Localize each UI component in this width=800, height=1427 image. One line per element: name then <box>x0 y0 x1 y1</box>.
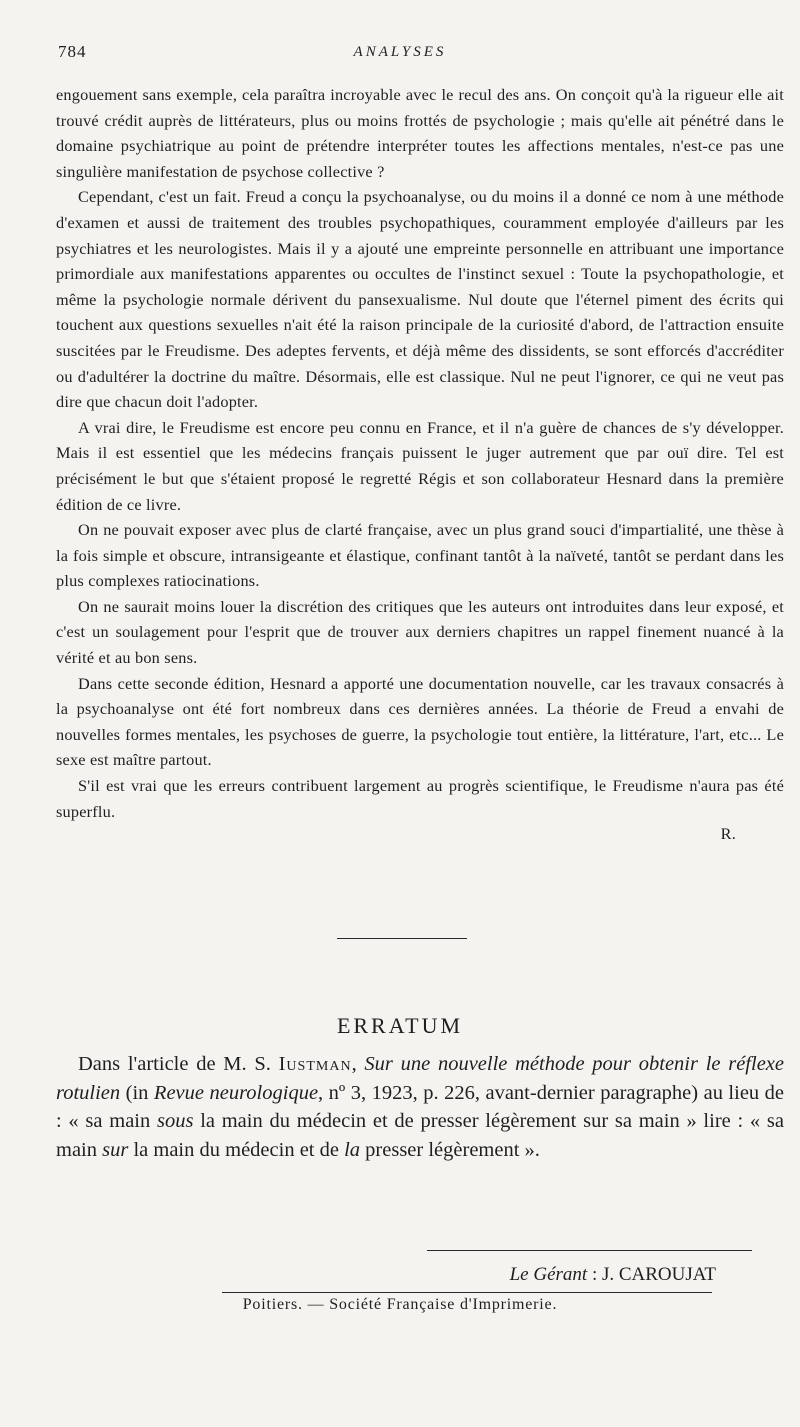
paragraph: S'il est vrai que les erreurs contribuent largement au progrès scientifique, le Freudisme n'aura pas été superflu. <box>56 776 784 821</box>
footer-rule <box>427 1250 752 1251</box>
review-body <box>56 82 784 844</box>
erratum-title: ERRATUM <box>336 1013 464 1038</box>
erratum-text-segment: la main du médecin et de <box>128 1138 345 1161</box>
paragraph: A vrai dire, le Freudisme est encore peu connu en France, et il n'a guère de chances de s'y développer. Mais il est essentiel que les médecins français puissent le juger autrement que par ouï dire. Tel est précisément le but que s'étaient proposé le regretté Régis et son collaborateur Hesnard dans la première édition de ce livre. <box>56 417 784 514</box>
erratum-text-segment: presser légèrement ». <box>360 1138 540 1161</box>
page-number: 784 <box>58 42 87 61</box>
erratum-text-segment: (in <box>120 1081 154 1104</box>
gerant-line <box>0 1264 716 1286</box>
erratum-body <box>56 1050 784 1164</box>
erratum-text-segment: Dans l'article de M. S. <box>78 1053 279 1075</box>
erratum-author: Iustman <box>278 1053 352 1075</box>
running-title: ANALYSES <box>353 44 447 60</box>
paragraph: On ne saurait moins louer la discrétion des critiques que les auteurs ont introduites dans leur exposé, et c'est un soulagement pour l'esprit que de trouver aux derniers chapitres un rappel finement nuancé à la vérité et au bon sens. <box>56 596 784 668</box>
paragraph: Dans cette seconde édition, Hesnard a apporté une documentation nouvelle, car les travaux consacrés à la psychoanalyse ont été fort nombreux dans ces dernières années. La théorie de Freud a envahi de nouvelles formes mentales, les psychoses de guerre, la psychologie tout entière, la littérature, l'art, etc... Le sexe est maître partout. <box>56 673 784 770</box>
gerant-label: Le Gérant <box>509 1264 588 1285</box>
erratum-emphasis: sur <box>102 1138 129 1161</box>
erratum-emphasis: la <box>344 1138 361 1161</box>
erratum-text-segment: la main du médecin et de presser légèrement sur sa main » lire : « sa main <box>56 1110 784 1161</box>
gerant-name: J. CAROUJAT <box>601 1264 716 1285</box>
paragraph: On ne pouvait exposer avec plus de clarté française, avec un plus grand souci d'impartialité, une thèse à la fois simple et obscure, intransigeante et élastique, confinant tantôt à la naïveté, tantôt se perdant dans les plus complexes ratiocinations. <box>56 520 784 591</box>
paragraph: engouement sans exemple, cela paraîtra incroyable avec le recul des ans. On conçoit qu'à la rigueur elle ait trouvé crédit auprès de littérateurs, plus ou moins frottés de psychologie ; mais qu'elle ait pénétré dans le domaine psychiatrique au point de prétendre interpréter toutes les affections mentales, n'est-ce pas une singulière manifestation de psychose collective ? <box>56 85 784 181</box>
review-signature: R. <box>720 824 736 844</box>
paragraph: Cependant, c'est un fait. Freud a conçu la psychoanalyse, ou du moins il a donné ce nom à une méthode d'examen et aussi de traitement des troubles psychopathiques, couramment employée d'ailleurs par les psychiatres et les neurologistes. Mais il y a ajouté une empreinte personnelle en attribuant une importance primordiale aux manifestations apparentes ou occultes de l'instinct sexuel : Toute la psychopathologie, et même la psychologie normale dérivent du pansexualisme. Nul doute que l'éternel piment des écrits qui touchent aux questions sexuelles n'ait été la raison principale de la curiosité d'abord, de l'attraction ensuite suscitées par le Freudisme. Des adeptes fervents, et déjà même des dissidents, se sont efforcés d'accréditer ou d'adultérer la doctrine du maître. Désormais, elle est classique. Nul ne peut l'ignorer, ce qui ne veut pas dire que chacun doit l'adopter. <box>56 187 784 412</box>
erratum-emphasis: sous <box>156 1110 194 1132</box>
section-divider <box>337 938 467 939</box>
erratum-journal: Revue neurologique <box>153 1081 319 1104</box>
erratum-text-segment: , <box>351 1053 365 1075</box>
erratum-article-title: Sur une nouvelle méthode pour obtenir le réflexe rotulien <box>56 1053 784 1104</box>
printer-imprint: Poitiers. — Société Française d'Imprimerie. <box>242 1296 558 1313</box>
imprint-rule <box>222 1292 712 1293</box>
erratum-paragraph <box>56 1050 784 1164</box>
gerant-separator: : <box>587 1264 602 1285</box>
erratum-text-segment: , nº 3, 1923, p. 226, avant-dernier paragraphe) au lieu de : « sa main <box>56 1081 785 1132</box>
